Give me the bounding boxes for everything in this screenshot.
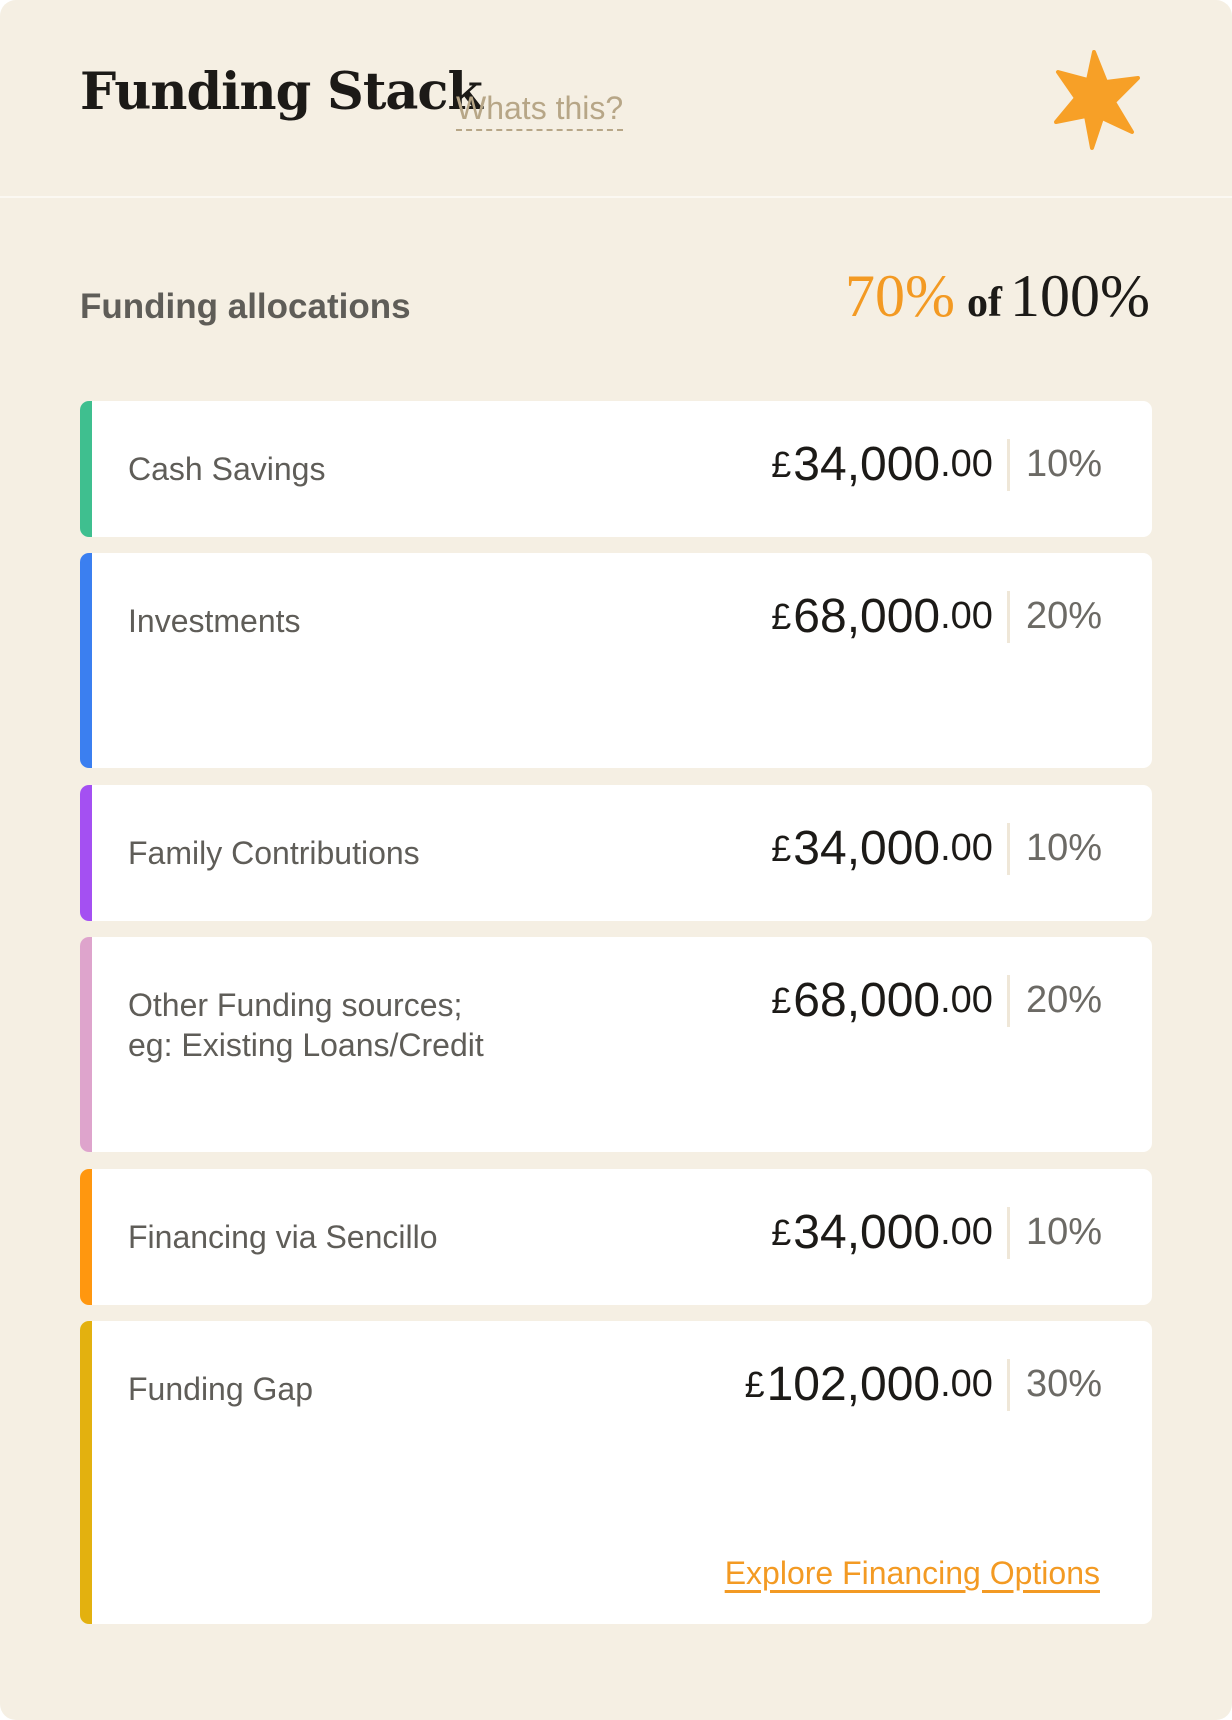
divider xyxy=(1007,823,1010,875)
row-color-bar xyxy=(80,937,92,1152)
allocation-row-cash-savings[interactable] xyxy=(80,401,1152,537)
row-amount xyxy=(771,589,1102,644)
amount-whole: 68,000 xyxy=(793,974,941,1027)
amount-cents: .00 xyxy=(940,979,993,1021)
row-label: Cash Savings xyxy=(128,451,326,487)
row-label: Funding Gap xyxy=(128,1371,314,1407)
currency-symbol: £ xyxy=(771,827,792,869)
divider xyxy=(1007,439,1010,491)
allocation-progress xyxy=(845,262,1150,331)
row-color-bar xyxy=(80,1169,92,1305)
row-amount xyxy=(745,1357,1102,1412)
amount-whole: 102,000 xyxy=(766,1358,941,1411)
row-percent: 30% xyxy=(1025,1363,1102,1405)
amount-whole: 34,000 xyxy=(793,438,941,491)
amount-whole: 34,000 xyxy=(793,1206,941,1259)
row-percent: 20% xyxy=(1025,979,1102,1021)
currency-symbol: £ xyxy=(771,443,792,485)
currency-symbol: £ xyxy=(771,1211,792,1253)
star-icon xyxy=(1048,48,1144,152)
currency-symbol: £ xyxy=(771,979,792,1021)
amount-cents: .00 xyxy=(940,595,993,637)
section-label: Funding allocations xyxy=(80,287,411,326)
row-amount xyxy=(771,1205,1102,1260)
row-percent: 10% xyxy=(1025,443,1102,485)
of-label: of xyxy=(967,280,1003,326)
amount-cents: .00 xyxy=(940,1211,993,1253)
amount-cents: .00 xyxy=(940,827,993,869)
amount-whole: 68,000 xyxy=(793,590,941,643)
currency-symbol: £ xyxy=(771,595,792,637)
allocated-percent: 70% xyxy=(845,263,956,329)
total-percent: 100% xyxy=(1010,263,1150,329)
currency-symbol: £ xyxy=(744,1363,765,1405)
row-amount xyxy=(771,973,1102,1028)
whats-this-link[interactable]: Whats this? xyxy=(456,90,623,131)
allocation-row-investments[interactable] xyxy=(80,553,1152,768)
row-label: Investments xyxy=(128,603,301,639)
row-percent: 20% xyxy=(1025,595,1102,637)
amount-whole: 34,000 xyxy=(793,822,941,875)
amount-cents: .00 xyxy=(940,443,993,485)
row-amount xyxy=(771,437,1102,492)
row-label: Financing via Sencillo xyxy=(128,1219,438,1255)
row-percent: 10% xyxy=(1025,827,1102,869)
allocation-row-financing-sencillo[interactable] xyxy=(80,1169,1152,1305)
allocation-row-other-funding[interactable] xyxy=(80,937,1152,1152)
explore-financing-link[interactable]: Explore Financing Options xyxy=(724,1555,1100,1591)
divider xyxy=(1007,1207,1010,1259)
divider xyxy=(1007,591,1010,643)
card-header xyxy=(0,0,1232,198)
row-percent: 10% xyxy=(1025,1211,1102,1253)
divider xyxy=(1007,975,1010,1027)
row-label: Family Contributions xyxy=(128,835,420,871)
allocation-row-funding-gap[interactable] xyxy=(80,1321,1152,1624)
row-amount xyxy=(771,821,1102,876)
row-color-bar xyxy=(80,1321,92,1624)
amount-cents: .00 xyxy=(940,1363,993,1405)
divider xyxy=(1007,1359,1010,1411)
row-label: Other Funding sources; eg: Existing Loans/Credit xyxy=(128,987,484,1063)
row-color-bar xyxy=(80,553,92,768)
row-color-bar xyxy=(80,785,92,921)
page-title: Funding Stack xyxy=(80,62,482,122)
allocation-row-family-contributions[interactable] xyxy=(80,785,1152,921)
row-color-bar xyxy=(80,401,92,537)
